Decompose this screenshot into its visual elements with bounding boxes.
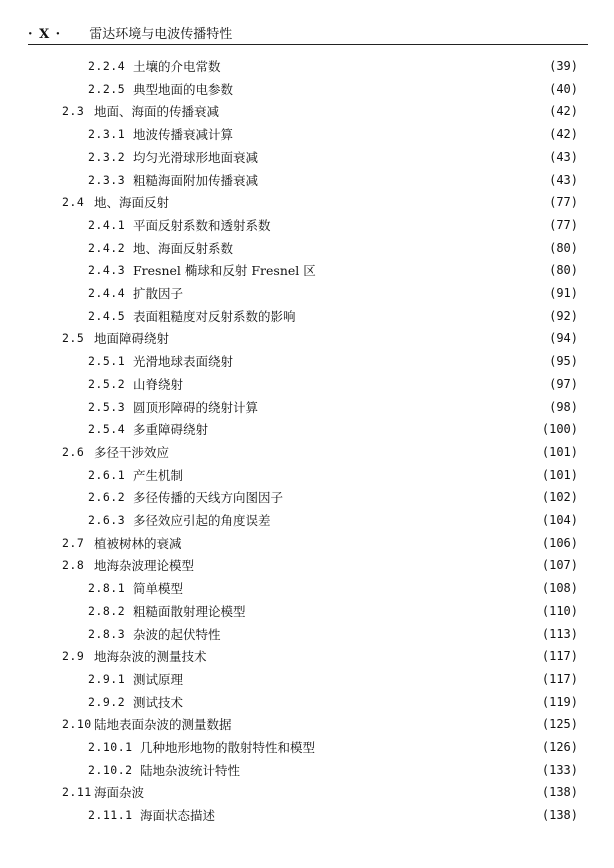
- toc-entry-page: (119): [541, 694, 578, 709]
- dot-leader: [275, 510, 538, 530]
- toc-entry-page: (125): [541, 717, 578, 732]
- toc-entry[interactable]: [62, 646, 578, 666]
- toc-entry-number: 2.9.1: [88, 671, 126, 686]
- toc-entry[interactable]: [88, 601, 578, 621]
- toc-entry[interactable]: [88, 124, 578, 144]
- toc-entry-page: (94): [549, 331, 578, 346]
- dot-leader: [236, 714, 538, 734]
- toc-entry-page: (80): [549, 263, 578, 278]
- dot-leader: [187, 692, 538, 712]
- dot-leader: [148, 782, 538, 802]
- toc-entry-page: (102): [541, 490, 578, 505]
- toc-entry[interactable]: [88, 238, 578, 258]
- toc-entry-number: 2.4.2: [88, 240, 126, 255]
- toc-entry-page: (110): [541, 603, 578, 618]
- toc-entry-number: 2.10.1: [88, 740, 133, 754]
- toc-entry-page: (42): [549, 104, 578, 119]
- toc-entry-page: (98): [549, 399, 578, 414]
- toc-entry[interactable]: [88, 737, 578, 757]
- toc-entry-page: (107): [541, 558, 578, 573]
- toc-entry-number: 2.10.2: [88, 762, 133, 777]
- toc-entry-page: (95): [549, 354, 578, 369]
- dot-leader: [187, 465, 538, 485]
- toc-entry[interactable]: [88, 624, 578, 644]
- toc-entry[interactable]: [88, 578, 578, 598]
- toc-entry[interactable]: [88, 397, 578, 417]
- toc-entry-page: (104): [541, 513, 578, 527]
- dot-leader: [244, 760, 538, 780]
- dot-leader: [211, 646, 538, 666]
- toc-entry-title: 扩散因子: [133, 286, 184, 301]
- toc-entry[interactable]: [62, 782, 578, 802]
- toc-entry[interactable]: [88, 306, 578, 326]
- toc-entry-title: 地、海面反射: [94, 195, 170, 211]
- toc-entry-title: 表面粗糙度对反射系数的影响: [133, 308, 296, 324]
- toc-entry-title: 地、海面反射系数: [133, 240, 234, 256]
- toc-entry-page: (77): [549, 195, 578, 210]
- dot-leader: [173, 328, 545, 348]
- toc-entry-page: (39): [549, 59, 578, 73]
- toc-entry-page: (138): [541, 785, 578, 800]
- toc-entry[interactable]: [88, 170, 578, 190]
- running-header: [28, 20, 588, 45]
- toc-entry[interactable]: [62, 328, 578, 348]
- toc-entry-number: 2.5.2: [88, 376, 126, 391]
- toc-entry-title: 海面状态描述: [140, 808, 216, 824]
- toc-entry-title: 多径干涉效应: [94, 444, 170, 460]
- toc-entry-title: 多径传播的天线方向图因子: [133, 490, 284, 506]
- toc-entry[interactable]: [88, 487, 578, 507]
- toc-entry-page: (117): [541, 671, 578, 686]
- toc-entry-title: 地面障碍绕射: [94, 331, 170, 347]
- toc-entry-title: 圆顶形障碍的绕射计算: [133, 399, 259, 415]
- toc-entry-number: 2.8.3: [88, 626, 126, 641]
- toc-entry-number: 2.5.4: [88, 422, 126, 437]
- toc-entry[interactable]: [62, 533, 578, 553]
- dot-leader: [320, 260, 545, 280]
- toc-entry-number: 2.3: [62, 104, 85, 119]
- toc-entry[interactable]: [88, 692, 578, 712]
- toc-entry-number: 2.4.5: [88, 308, 126, 323]
- toc-entry-number: 2.6.1: [88, 467, 126, 482]
- toc-entry-title: 陆地表面杂波的测量数据: [94, 717, 232, 733]
- toc-entry-number: 2.4.3: [88, 263, 126, 278]
- toc-entry[interactable]: [88, 79, 578, 99]
- toc-entry-page: (108): [541, 581, 578, 596]
- toc-entry-number: 2.3.1: [88, 127, 126, 142]
- toc-entry-title: Fresnel 椭球和反射 Fresnel 区: [133, 263, 316, 279]
- toc-entry-page: (80): [549, 240, 578, 255]
- toc-entry-page: (40): [549, 81, 578, 96]
- toc-entry-title: 产生机制: [133, 467, 184, 483]
- toc-entry-title: 粗糙面散射理论模型: [133, 603, 246, 619]
- dot-leader: [250, 601, 538, 621]
- dot-leader: [219, 805, 538, 825]
- toc-entry-page: (43): [549, 149, 578, 164]
- dot-leader: [187, 283, 545, 303]
- toc-entry-page: (100): [541, 422, 578, 437]
- dot-leader: [300, 306, 546, 326]
- toc-entry-number: 2.8.2: [88, 603, 126, 618]
- toc-entry-number: 2.4: [62, 195, 85, 210]
- toc-entry-title: 多径效应引起的角度误差: [133, 513, 271, 528]
- toc-entry[interactable]: [88, 669, 578, 689]
- toc-entry[interactable]: [62, 714, 578, 734]
- toc-entry-page: (138): [541, 808, 578, 823]
- toc-entry-title: 山脊绕射: [133, 376, 184, 392]
- dot-leader: [319, 737, 538, 757]
- dot-leader: [262, 397, 545, 417]
- toc-entry-page: (77): [549, 217, 578, 232]
- toc-entry[interactable]: [62, 101, 578, 121]
- book-title: 雷达环境与电波传播特性: [89, 27, 233, 42]
- toc-entry-title: 测试技术: [133, 694, 184, 710]
- dot-leader: [237, 238, 545, 258]
- dot-leader: [223, 101, 545, 121]
- toc-entry-page: (91): [549, 286, 578, 300]
- toc-entry[interactable]: [88, 510, 578, 530]
- dot-leader: [237, 124, 545, 144]
- toc-entry-title: 杂波的起伏特性: [133, 626, 221, 642]
- toc-entry-number: 2.9: [62, 649, 85, 664]
- toc-entry-title: 土壤的介电常数: [133, 59, 221, 74]
- dot-leader: [173, 192, 545, 212]
- toc-entry-title: 粗糙海面附加传播衰减: [133, 172, 259, 188]
- toc-entry[interactable]: [62, 442, 578, 462]
- toc-entry[interactable]: [88, 805, 578, 825]
- toc-entry-title: 测试原理: [133, 671, 184, 687]
- toc-entry-number: 2.11: [62, 785, 92, 800]
- dot-leader: [237, 79, 545, 99]
- toc-entry[interactable]: [88, 56, 578, 76]
- toc-entry[interactable]: [62, 555, 578, 575]
- dot-leader: [262, 147, 545, 167]
- toc-entry-page: (92): [549, 308, 578, 323]
- toc-entry-title: 地海杂波的测量技术: [94, 649, 207, 665]
- toc-entry-number: 2.6.2: [88, 490, 126, 505]
- toc-entry-title: 多重障碍绕射: [133, 422, 209, 438]
- toc-entry-number: 2.11.1: [88, 808, 133, 823]
- dot-leader: [212, 419, 538, 439]
- toc-entry-title: 地波传播衰减计算: [133, 127, 234, 143]
- toc-entry[interactable]: [88, 147, 578, 167]
- toc-entry-title: 植被树林的衰减: [94, 535, 182, 551]
- toc-entry-page: (101): [541, 444, 578, 459]
- page-number: X: [39, 27, 51, 42]
- toc-entry-title: 几种地形地物的散射特性和模型: [140, 740, 316, 755]
- toc-entry-page: (101): [541, 467, 578, 482]
- toc-entry-title: 简单模型: [133, 581, 184, 597]
- toc-entry-number: 2.9.2: [88, 694, 126, 709]
- toc-entry-title: 地面、海面的传播衰减: [94, 104, 220, 120]
- toc-entry-page: (42): [549, 127, 578, 142]
- toc-entry-title: 平面反射系数和透射系数: [133, 217, 271, 233]
- toc-entry[interactable]: [88, 215, 578, 235]
- toc-entry[interactable]: [88, 351, 578, 371]
- toc-entry-number: 2.3.3: [88, 172, 126, 187]
- toc-entry-title: 均匀光滑球形地面衰减: [133, 149, 259, 165]
- toc-entry-title: 陆地杂波统计特性: [140, 762, 241, 778]
- toc-entry-page: (43): [549, 172, 578, 187]
- toc-entry-page: (126): [541, 740, 578, 754]
- page-marker: · X ·: [28, 27, 62, 42]
- toc-entry-title: 地海杂波理论模型: [94, 558, 195, 574]
- toc-entry-page: (97): [549, 376, 578, 391]
- toc-entry-number: 2.5.1: [88, 354, 126, 369]
- toc-entry[interactable]: [88, 260, 578, 280]
- toc-entry-number: 2.10: [62, 717, 92, 732]
- dot-leader: [187, 669, 538, 689]
- toc-entry-number: 2.2.5: [88, 81, 126, 96]
- dot-leader: [237, 351, 545, 371]
- dot-leader: [262, 170, 545, 190]
- toc-entry[interactable]: [88, 760, 578, 780]
- toc-entry-number: 2.6.3: [88, 513, 126, 527]
- toc-entry[interactable]: [88, 465, 578, 485]
- toc-entry-page: (113): [541, 626, 578, 641]
- toc-entry-number: 2.8.1: [88, 581, 126, 596]
- dot-leader: [287, 487, 538, 507]
- toc-entry-number: 2.5: [62, 331, 85, 346]
- dot-leader: [198, 555, 538, 575]
- dot-leader: [225, 624, 538, 644]
- toc-entry[interactable]: [62, 192, 578, 212]
- dot-leader: [187, 578, 538, 598]
- toc-entry-page: (106): [541, 535, 578, 550]
- toc-entry-page: (133): [541, 762, 578, 777]
- toc-entry-number: 2.3.2: [88, 149, 126, 164]
- dot-leader: [187, 374, 545, 394]
- toc-entry-number: 2.2.4: [88, 59, 126, 73]
- toc-entry-number: 2.6: [62, 444, 85, 459]
- toc-entry-number: 2.8: [62, 558, 85, 573]
- toc-entry-title: 典型地面的电参数: [133, 81, 234, 97]
- dot-leader: [225, 56, 546, 76]
- toc-entry-page: (117): [541, 649, 578, 664]
- dot-leader: [186, 533, 538, 553]
- toc-entry[interactable]: [88, 374, 578, 394]
- toc-entry[interactable]: [88, 283, 578, 303]
- toc-entry-number: 2.5.3: [88, 399, 126, 414]
- toc-entry-title: 海面杂波: [94, 785, 145, 801]
- dot-leader: [275, 215, 546, 235]
- toc-entry-number: 2.4.1: [88, 217, 126, 232]
- toc-entry-number: 2.7: [62, 535, 85, 550]
- toc-entry-title: 光滑地球表面绕射: [133, 354, 234, 370]
- toc-entry-number: 2.4.4: [88, 286, 126, 300]
- toc-entry[interactable]: [88, 419, 578, 439]
- dot-leader: [173, 442, 538, 462]
